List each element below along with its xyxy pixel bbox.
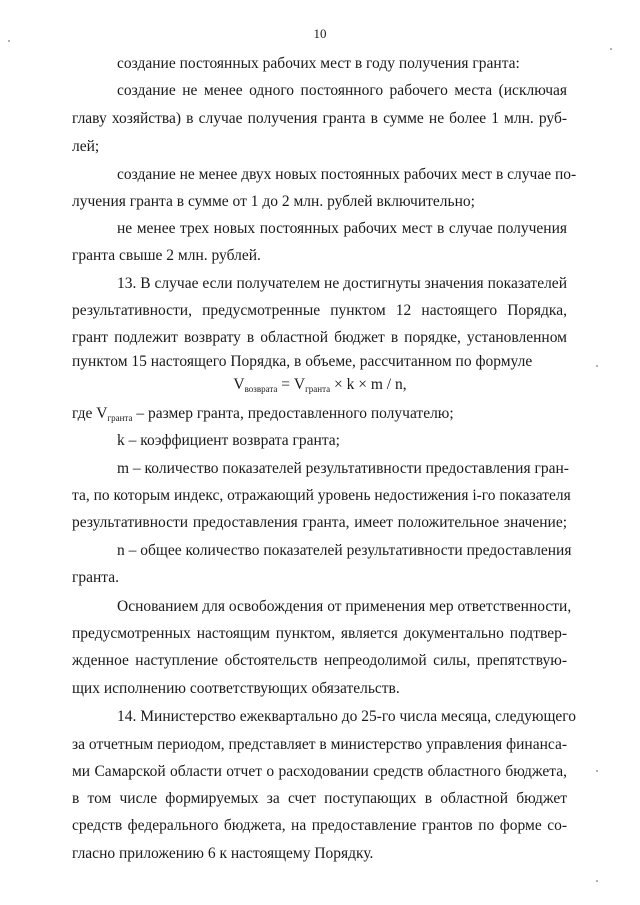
text-line: n – общее количество показателей результативности предоставления — [117, 542, 572, 559]
scan-speck — [8, 40, 10, 42]
scan-speck — [596, 365, 598, 367]
scan-speck — [596, 880, 598, 882]
text-line: за отчетным периодом, представляет в министерство управления финанса- — [72, 736, 567, 753]
text-line: гранта. — [72, 569, 119, 586]
text-line: результативности, предусмотренные пунктом 12 настоящего Порядка, — [72, 302, 567, 319]
text-line: в том числе формируемых за счет поступающих в областной бюджет — [72, 790, 567, 807]
text-line: грант подлежит возврату в областной бюджет в порядке, установленном — [72, 329, 567, 346]
text-line: результативности предоставления гранта, имеет положительное значение; — [72, 514, 567, 531]
text-line: не менее трех новых постоянных рабочих мест в случае получения — [117, 220, 567, 237]
text-line: создание не менее одного постоянного рабочего места (исключая — [117, 82, 567, 99]
text-line: ми Самарской области отчет о расходовании средств областного бюджета, — [72, 763, 567, 780]
formula: $V_{возврата} = V_{гранта} \times k \times m / n$, — [233, 376, 407, 394]
text-line: 14. Министерство ежеквартально до 25-го числа месяца, следующего — [117, 708, 577, 725]
scan-speck — [610, 48, 612, 50]
formula-explanation: где $V_{гранта}$ – размер гранта, предоставленного получателю; — [72, 405, 454, 423]
text-line: предусмотренных настоящим пунктом, является документально подтвер- — [72, 625, 567, 642]
text-line: Основанием для освобождения от применения мер ответственности, — [117, 598, 572, 615]
text-line: создание не менее двух новых постоянных рабочих мест в случае по- — [117, 166, 577, 183]
text-line: гласно приложению 6 к настоящему Порядку. — [72, 845, 374, 862]
text-line: жденное наступление обстоятельств непреодолимой силы, препятствую- — [72, 652, 567, 669]
text-line: гранта свыше 2 млн. рублей. — [72, 247, 261, 264]
text-line: лучения гранта в сумме от 1 до 2 млн. рублей включительно; — [72, 193, 475, 210]
text-line: m – количество показателей результативности предоставления гран- — [117, 460, 569, 477]
text-line: средств федерального бюджета, на предоставление грантов по форме со- — [72, 817, 567, 834]
text-line: k – коэффициент возврата гранта; — [117, 432, 340, 449]
page-number: 10 — [313, 26, 327, 41]
text-line: та, по которым индекс, отражающий уровень недостижения i-го показателя — [72, 487, 571, 504]
text-line: создание постоянных рабочих мест в году получения гранта: — [117, 55, 520, 72]
text-line: главу хозяйства) в случае получения гранта в сумме не более 1 млн. руб- — [72, 110, 567, 127]
scan-speck — [596, 770, 598, 772]
text-line: лей; — [72, 138, 100, 155]
text-line: щих исполнению соответствующих обязательств. — [72, 680, 400, 697]
text-line: 13. В случае если получателем не достигнуты значения показателей — [117, 275, 567, 292]
text-line: пунктом 15 настоящего Порядка, в объеме, рассчитанном по формуле — [72, 353, 533, 370]
